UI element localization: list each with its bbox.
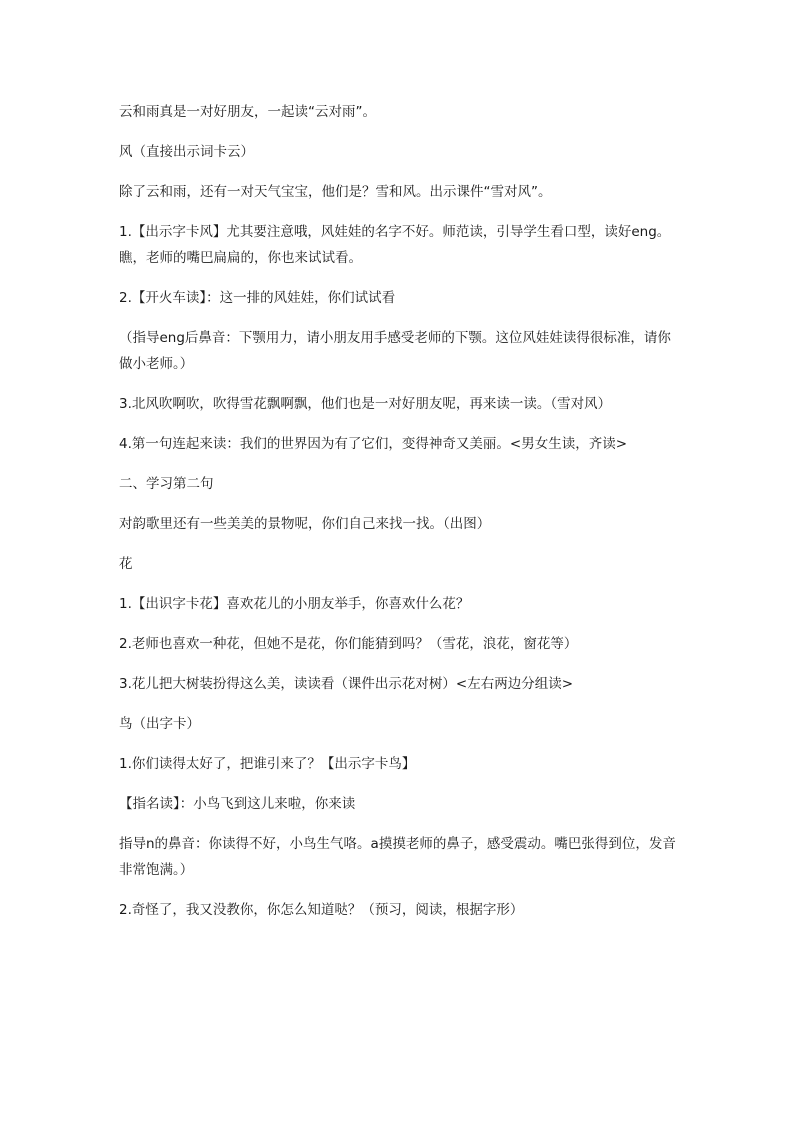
paragraph: 指导n的鼻音：你读得不好，小鸟生气咯。a摸摸老师的鼻子，感受震动。嘴巴张得到位，发音非常饱满。） bbox=[119, 836, 676, 878]
paragraph: 对韵歌里还有一些美美的景物呢，你们自己来找一找。（出图） bbox=[119, 516, 491, 532]
paragraph: 2.奇怪了，我又没教你，你怎么知道哒？（预习，阅读，根据字形） bbox=[119, 902, 524, 918]
paragraph: 2.【开火车读】：这一排的风娃娃，你们试试看 bbox=[119, 290, 396, 306]
paragraph: 【指名读】：小鸟飞到这儿来啦，你来读 bbox=[119, 796, 356, 812]
paragraph: 2.老师也喜欢一种花，但她不是花，你们能猜到吗？（雪花，浪花，窗花等） bbox=[119, 636, 578, 652]
paragraph: 1.【出示字卡风】尤其要注意哦，风娃娃的名字不好。师范读，引导学生看口型，读好eng。瞧，老师的嘴巴扁扁的，你也来试试看。 bbox=[119, 224, 671, 266]
character-heading: 鸟（出字卡） bbox=[119, 716, 200, 732]
paragraph: 3.花儿把大树装扮得这么美，读读看（课件出示花对树）<左右两边分组读> bbox=[119, 676, 574, 692]
character-heading: 花 bbox=[119, 556, 133, 572]
paragraph: 除了云和雨，还有一对天气宝宝，他们是？雪和风。出示课件“雪对风”。 bbox=[119, 184, 552, 200]
paragraph: 3.北风吹啊吹，吹得雪花飘啊飘，他们也是一对好朋友呢，再来读一读。（雪对风） bbox=[119, 396, 612, 412]
paragraph: 风（直接出示词卡云） bbox=[119, 144, 254, 160]
paragraph: 1.你们读得太好了，把谁引来了？【出示字卡鸟】 bbox=[119, 756, 416, 772]
document-body bbox=[119, 99, 684, 937]
section-heading: 二、学习第二句 bbox=[119, 476, 214, 492]
paragraph: （指导eng后鼻音：下颚用力，请小朋友用手感受老师的下颚。这位风娃娃读得很标准，请你做小老师。） bbox=[119, 330, 671, 372]
paragraph: 云和雨真是一对好朋友，一起读“云对雨”。 bbox=[119, 104, 376, 120]
paragraph: 1.【出识字卡花】喜欢花儿的小朋友举手，你喜欢什么花？ bbox=[119, 596, 470, 612]
paragraph: 4.第一句连起来读：我们的世界因为有了它们，变得神奇又美丽。<男女生读，齐读> bbox=[119, 436, 628, 452]
